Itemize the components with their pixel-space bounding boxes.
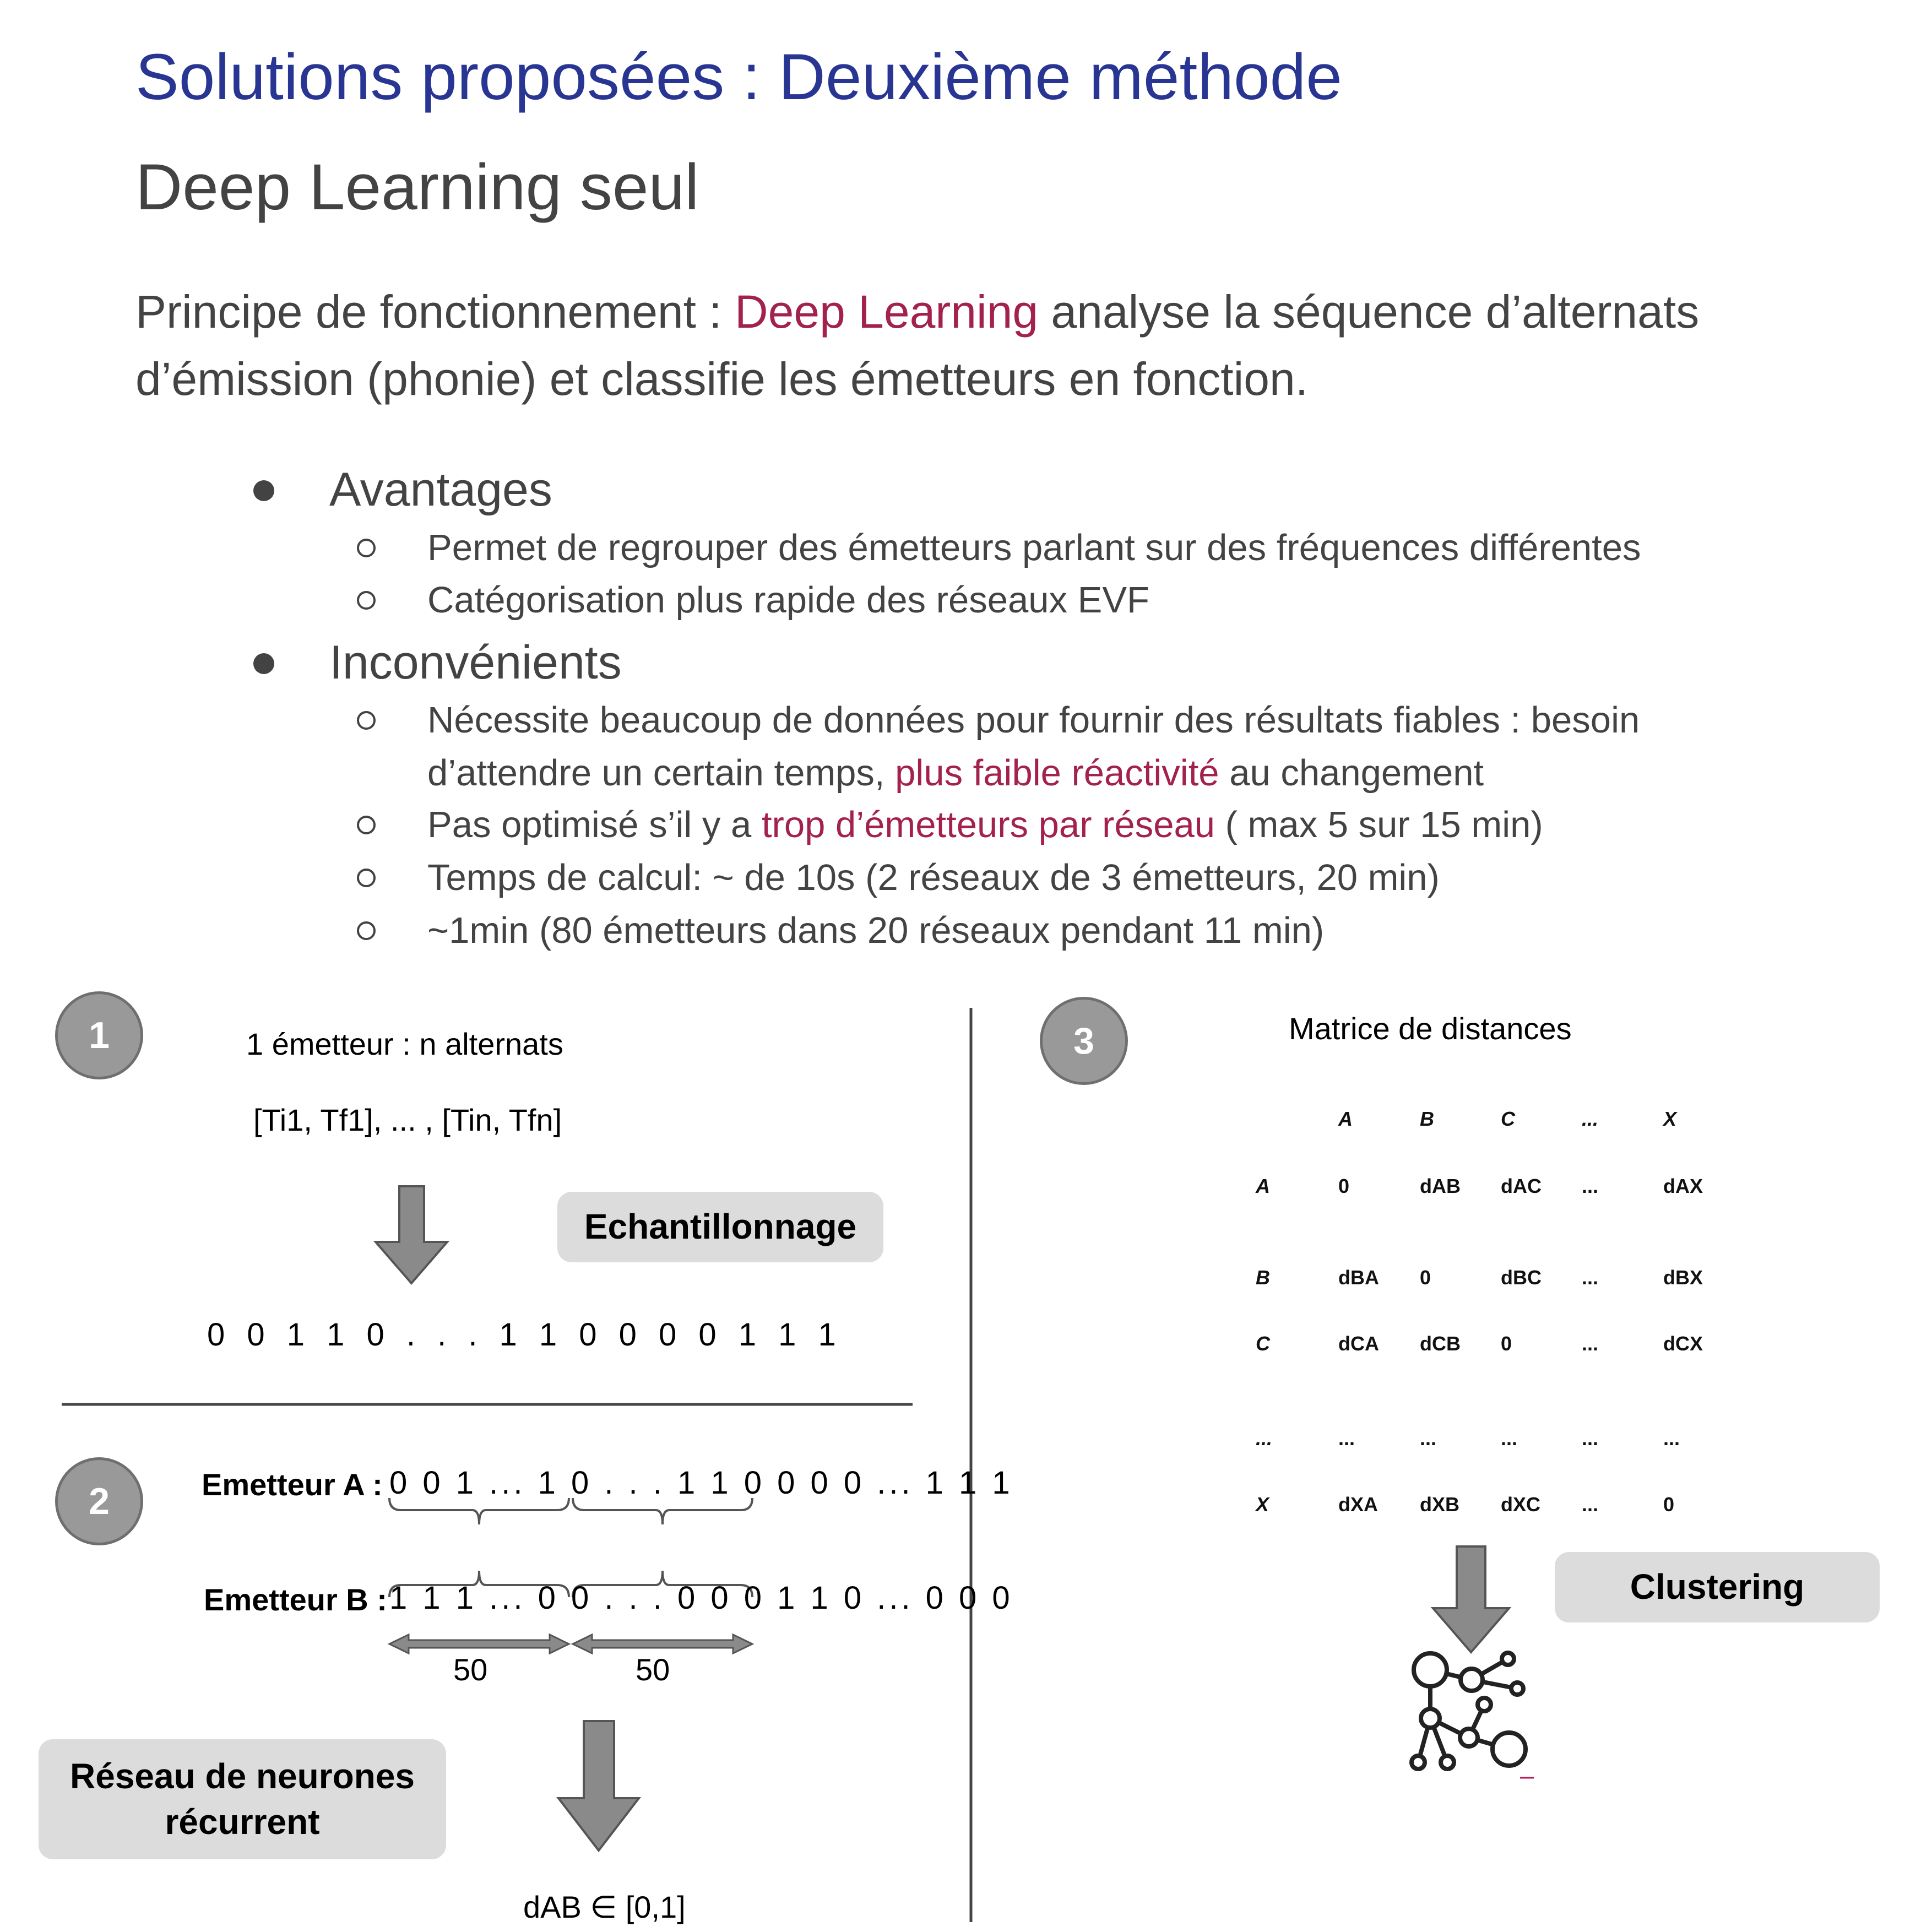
advantage-item: Catégorisation plus rapide des réseaux EVF xyxy=(427,579,1149,621)
rnn-process-label: Réseau de neurones récurrent xyxy=(39,1739,446,1859)
matrix-cell: ... xyxy=(1663,1427,1680,1450)
step-1-badge: 1 xyxy=(55,991,143,1079)
matrix-cell: dBA xyxy=(1338,1266,1379,1289)
clustering-process-label: Clustering xyxy=(1555,1552,1880,1622)
matrix-col-header: X xyxy=(1663,1108,1677,1130)
matrix-cell: dXB xyxy=(1420,1493,1459,1516)
drawback-item-4: ~1min (80 émetteurs dans 20 réseaux pendant 11 min) xyxy=(427,910,1325,951)
down-arrow-icon xyxy=(376,1186,447,1283)
matrix-cell: ... xyxy=(1501,1427,1518,1450)
matrix-row-header: A xyxy=(1256,1175,1270,1197)
advantages-heading: Avantages xyxy=(329,463,552,516)
network-cluster-icon xyxy=(1412,1653,1526,1769)
matrix-col-header: ... xyxy=(1582,1108,1599,1130)
matrix-cell: dAX xyxy=(1663,1175,1703,1197)
matrix-cell: dCA xyxy=(1338,1332,1379,1355)
step-2-badge: 2 xyxy=(55,1457,143,1545)
drawback-item-2: Pas optimisé s’il y a trop d’émetteurs par réseau ( max 5 sur 15 min) xyxy=(427,804,1543,845)
matrix-cell: 0 xyxy=(1501,1332,1512,1355)
matrix-cell: 0 xyxy=(1420,1266,1431,1289)
drawback-item-1-line2: d’attendre un certain temps, plus faible réactivité au changement xyxy=(427,752,1484,794)
distance-output: dAB ∈ [0,1] xyxy=(523,1890,686,1924)
window-brace-icon xyxy=(389,1498,569,1524)
step-1-label: 1 émetteur : n alternats xyxy=(246,1027,563,1061)
window-brace-icon xyxy=(573,1498,752,1524)
drawbacks-heading: Inconvénients xyxy=(329,636,622,689)
matrix-row-header: C xyxy=(1256,1332,1270,1355)
matrix-cell: dAB xyxy=(1420,1175,1461,1197)
slide-title: Solutions proposées : Deuxième méthode xyxy=(135,41,1342,113)
window-size-label: 50 xyxy=(453,1652,488,1687)
matrix-title: Matrice de distances xyxy=(1289,1011,1572,1046)
matrix-cell: ... xyxy=(1582,1266,1599,1289)
matrix-cell: dXA xyxy=(1338,1493,1378,1516)
double-arrow-icon xyxy=(573,1635,752,1653)
slide-subtitle: Deep Learning seul xyxy=(135,151,699,224)
sampling-process-label: Echantillonnage xyxy=(557,1192,883,1262)
matrix-col-header: C xyxy=(1501,1108,1515,1130)
matrix-col-header: A xyxy=(1338,1108,1353,1130)
emitter-a-label: Emetteur A : xyxy=(202,1467,383,1502)
matrix-cell: 0 xyxy=(1338,1175,1350,1197)
matrix-cell: ... xyxy=(1582,1175,1599,1197)
emitter-a-bits: 0 0 1 ... 1 0 . . . 1 1 0 0 0 0 ... 1 1 1 xyxy=(389,1465,1013,1501)
drawback-highlight: trop d’émetteurs par réseau xyxy=(761,804,1215,845)
matrix-cell: ... xyxy=(1582,1493,1599,1516)
advantage-item: Permet de regrouper des émetteurs parlant sur des fréquences différentes xyxy=(427,527,1641,568)
matrix-row-header: X xyxy=(1256,1493,1269,1516)
matrix-row-header: ... xyxy=(1256,1427,1273,1450)
window-size-label: 50 xyxy=(636,1652,670,1687)
step-1-intervals: [Ti1, Tf1], ... , [Tin, Tfn] xyxy=(253,1103,562,1137)
step-3-badge: 3 xyxy=(1040,997,1128,1085)
matrix-cell: dAC xyxy=(1501,1175,1542,1197)
emitter-b-bits: 1 1 1 ... 0 0 . . . 0 0 0 1 1 0 ... 0 0 0 xyxy=(389,1580,1013,1616)
matrix-cell: ... xyxy=(1582,1427,1599,1450)
drawback-item-3: Temps de calcul: ~ de 10s (2 réseaux de 3 émetteurs, 20 min) xyxy=(427,857,1440,898)
matrix-cell: dBC xyxy=(1501,1266,1542,1289)
matrix-cell: ... xyxy=(1582,1332,1599,1355)
matrix-row-header: B xyxy=(1256,1266,1270,1289)
matrix-cell: dXC xyxy=(1501,1493,1540,1516)
principle-highlight: Deep Learning xyxy=(734,286,1039,338)
matrix-cell: dCX xyxy=(1663,1332,1703,1355)
principle-label: Principe de fonctionnement : xyxy=(135,286,735,338)
matrix-cell: dCB xyxy=(1420,1332,1461,1355)
principle-rest: analyse la séquence d’alternats d’émission (phonie) et classifie les émetteurs en fonction. xyxy=(135,286,1700,405)
matrix-cell: ... xyxy=(1420,1427,1437,1450)
drawback-item-1-line1: Nécessite beaucoup de données pour fournir des résultats fiables : besoin xyxy=(427,699,1640,741)
matrix-cell: ... xyxy=(1338,1427,1355,1450)
matrix-cell: 0 xyxy=(1663,1493,1675,1516)
sampled-bits: 0 0 1 1 0 . . . 1 1 0 0 0 0 1 1 1 xyxy=(207,1317,843,1353)
matrix-cell: dBX xyxy=(1663,1266,1703,1289)
drawback-highlight: plus faible réactivité xyxy=(895,752,1219,794)
emitter-b-label: Emetteur B : xyxy=(204,1582,387,1617)
down-arrow-icon xyxy=(558,1721,639,1850)
down-arrow-icon xyxy=(1433,1546,1509,1652)
double-arrow-icon xyxy=(389,1635,569,1653)
matrix-col-header: B xyxy=(1420,1108,1434,1130)
